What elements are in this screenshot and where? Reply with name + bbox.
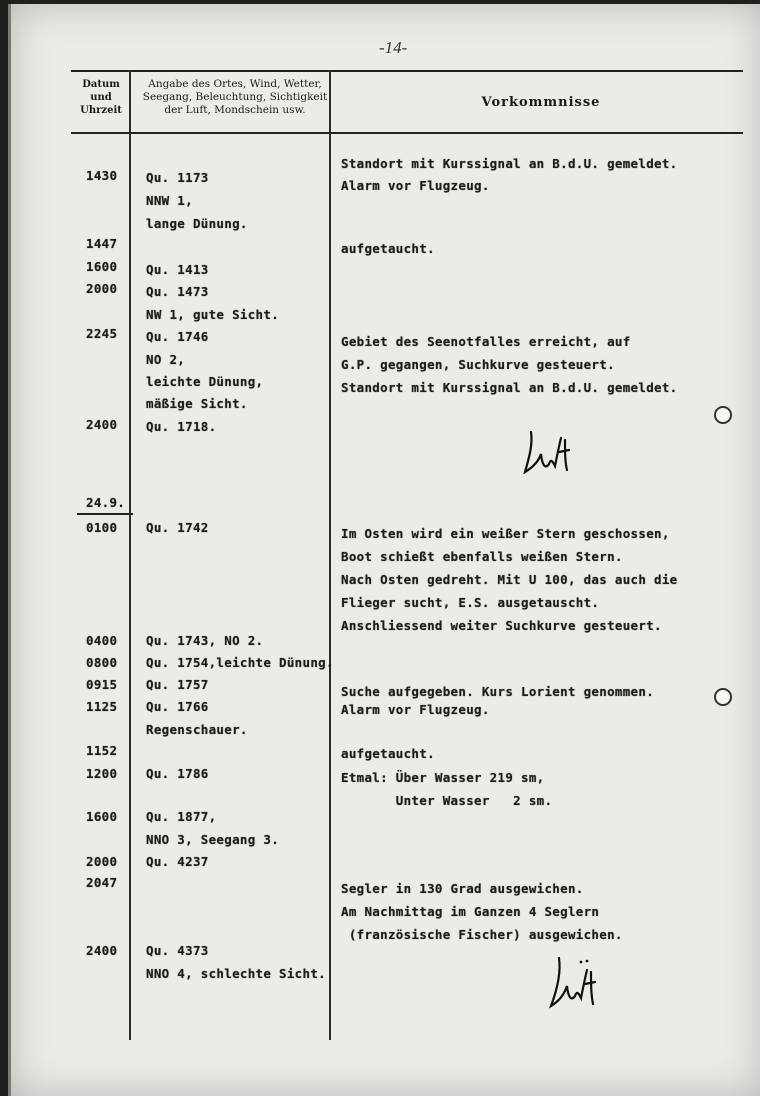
entry-event: Unter Wasser 2 sm.	[341, 793, 553, 808]
entry-position: NNO 4, schlechte Sicht.	[146, 966, 326, 981]
entry-time: 1600	[86, 809, 118, 824]
entry-event: (französische Fischer) ausgewichen.	[341, 927, 623, 942]
header-date-column	[75, 78, 127, 117]
entry-time: 1152	[86, 743, 118, 758]
entry-time: 2400	[86, 417, 118, 432]
entry-position: Qu. 1742	[146, 520, 209, 535]
entry-event: Flieger sucht, E.S. ausgetauscht.	[341, 595, 600, 610]
entry-position: Qu. 1473	[146, 284, 209, 299]
entry-position: NNO 3, Seegang 3.	[146, 832, 280, 847]
entry-event: aufgetaucht.	[341, 241, 435, 256]
entry-position: Qu. 1877,	[146, 809, 217, 824]
entry-time: 0100	[86, 520, 118, 535]
entry-position: Qu. 1766	[146, 699, 209, 714]
entry-event: Nach Osten gedreht. Mit U 100, das auch die	[341, 572, 678, 587]
entry-position: Regenschauer.	[146, 722, 248, 737]
entry-event: Gebiet des Seenotfalles erreicht, auf	[341, 334, 631, 349]
header-date-line: und	[90, 92, 112, 103]
entry-event: Alarm vor Flugzeug.	[341, 178, 490, 193]
entry-time: 1430	[86, 168, 118, 183]
entry-time: 0400	[86, 633, 118, 648]
entry-time: 1600	[86, 259, 118, 274]
date-underline	[77, 513, 133, 515]
entry-position: NW 1, gute Sicht.	[146, 307, 280, 322]
entry-position: NO 2,	[146, 352, 186, 367]
page-number: -14-	[379, 38, 408, 57]
entry-position: NNW 1,	[146, 193, 193, 208]
entry-position: Qu. 1757	[146, 677, 209, 692]
punch-hole-2	[714, 688, 732, 706]
entry-time: 1125	[86, 699, 118, 714]
entry-time: 0915	[86, 677, 118, 692]
header-events-column: Vorkommnisse	[481, 95, 601, 110]
signature-2	[541, 954, 605, 1014]
entry-time: 0800	[86, 655, 118, 670]
entry-event: Standort mit Kurssignal an B.d.U. gemeldet.	[341, 380, 678, 395]
entry-time: 24.9.	[86, 495, 126, 510]
entry-event: Boot schießt ebenfalls weißen Stern.	[341, 549, 623, 564]
entry-position: Qu. 1743, NO 2.	[146, 633, 264, 648]
header-top-rule	[71, 70, 743, 72]
entry-event: Segler in 130 Grad ausgewichen.	[341, 881, 584, 896]
entry-position: Qu. 4373	[146, 943, 209, 958]
entry-position: Qu. 1173	[146, 170, 209, 185]
header-place-column	[135, 78, 335, 117]
entry-event: Im Osten wird ein weißer Stern geschossen,	[341, 526, 670, 541]
column-divider-2	[329, 70, 331, 1040]
header-place-line: Angabe des Ortes, Wind, Wetter,	[148, 78, 322, 90]
entry-event: G.P. gegangen, Suchkurve gesteuert.	[341, 357, 615, 372]
entry-time: 2047	[86, 875, 118, 890]
entry-event: Anschliessend weiter Suchkurve gesteuert.	[341, 618, 662, 633]
entry-position: mäßige Sicht.	[146, 396, 248, 411]
entry-event: Alarm vor Flugzeug.	[341, 702, 490, 717]
entry-event: Standort mit Kurssignal an B.d.U. gemeldet.	[341, 156, 678, 171]
entry-time: 2000	[86, 854, 118, 869]
entry-time: 2000	[86, 281, 118, 296]
entry-event: aufgetaucht.	[341, 746, 435, 761]
entry-time: 1200	[86, 766, 118, 781]
column-divider-1	[129, 70, 131, 1040]
entry-event: Suche aufgegeben. Kurs Lorient genommen.	[341, 684, 655, 699]
entry-event: Am Nachmittag im Ganzen 4 Seglern	[341, 904, 600, 919]
entry-event: Etmal: Über Wasser 219 sm,	[341, 770, 545, 785]
header-bottom-rule	[71, 132, 743, 134]
entry-time: 2400	[86, 943, 118, 958]
punch-hole-1	[714, 406, 732, 424]
logbook-page	[8, 4, 760, 1096]
entry-position: Qu. 1754,leichte Dünung.	[146, 655, 334, 670]
entry-position: Qu. 1746	[146, 329, 209, 344]
header-date-line: Datum	[82, 79, 120, 90]
entry-time: 1447	[86, 236, 118, 251]
entry-position: leichte Dünung,	[146, 374, 264, 389]
entry-position: Qu. 4237	[146, 854, 209, 869]
entry-position: Qu. 1786	[146, 766, 209, 781]
header-place-line: Seegang, Beleuchtung, Sichtigkeit	[142, 91, 328, 103]
entry-position: Qu. 1413	[146, 262, 209, 277]
entry-position: Qu. 1718.	[146, 419, 217, 434]
header-date-line: Uhrzeit	[80, 105, 122, 116]
entry-position: lange Dünung.	[146, 216, 248, 231]
entry-time: 2245	[86, 326, 118, 341]
header-place-line: der Luft, Mondschein usw.	[164, 104, 306, 116]
signature-1	[515, 426, 579, 482]
